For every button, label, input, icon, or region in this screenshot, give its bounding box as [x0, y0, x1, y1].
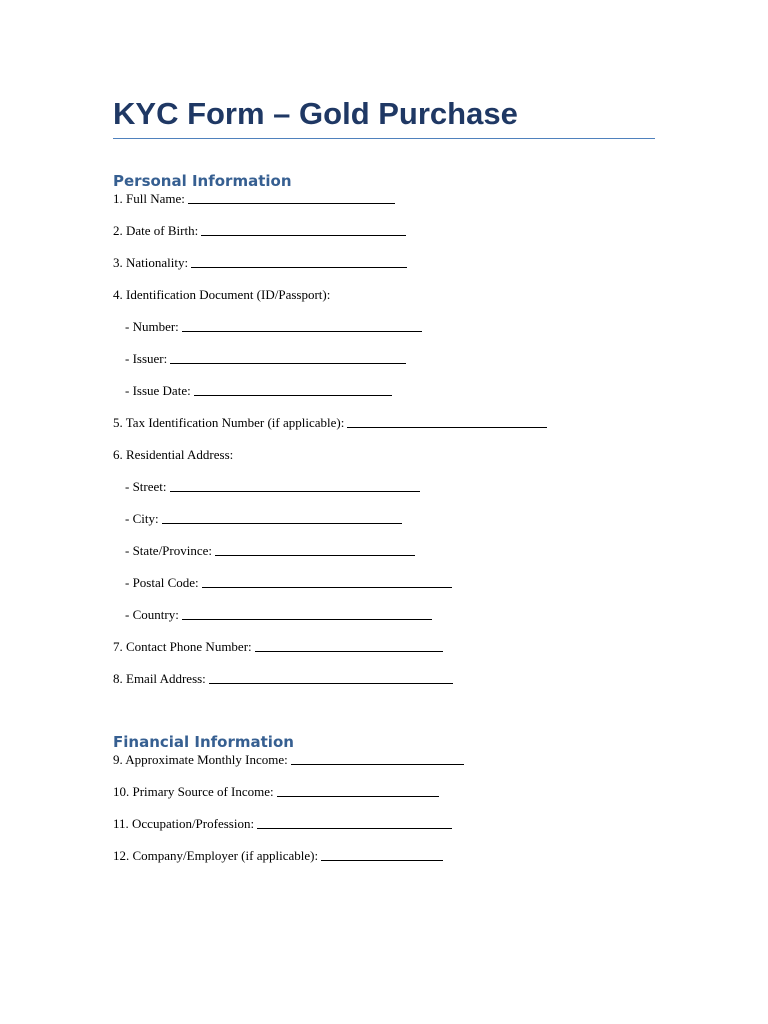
field-occupation — [113, 815, 655, 847]
city-blank[interactable] — [162, 510, 402, 524]
id-number-blank[interactable] — [182, 318, 422, 332]
field-monthly-income — [113, 751, 655, 783]
field-label: - Issue Date: — [125, 383, 191, 398]
section-heading-financial: Financial Information — [113, 733, 294, 751]
field-id-issuer — [113, 350, 655, 382]
employer-blank[interactable] — [321, 847, 443, 861]
personal-information-section — [113, 171, 655, 702]
id-issue-date-blank[interactable] — [194, 382, 392, 396]
date-of-birth-blank[interactable] — [201, 222, 406, 236]
field-employer — [113, 847, 655, 879]
field-label: 8. Email Address: — [113, 671, 206, 686]
field-label: - Number: — [125, 319, 179, 334]
field-label: 5. Tax Identification Number (if applicable): — [113, 415, 345, 430]
field-label: 7. Contact Phone Number: — [113, 639, 252, 654]
contact-phone-blank[interactable] — [255, 638, 443, 652]
field-date-of-birth — [113, 222, 655, 254]
field-label: 6. Residential Address: — [113, 447, 234, 462]
field-label: 1. Full Name: — [113, 191, 185, 206]
postal-code-blank[interactable] — [202, 574, 452, 588]
field-postal-code — [113, 574, 655, 606]
nationality-blank[interactable] — [191, 254, 407, 268]
field-label: 9. Approximate Monthly Income: — [113, 752, 288, 767]
field-label: 10. Primary Source of Income: — [113, 784, 274, 799]
tax-id-blank[interactable] — [347, 414, 547, 428]
field-label: 4. Identification Document (ID/Passport): — [113, 287, 331, 302]
income-source-blank[interactable] — [277, 783, 439, 797]
id-issuer-blank[interactable] — [170, 350, 406, 364]
field-id-issue-date — [113, 382, 655, 414]
state-province-blank[interactable] — [215, 542, 415, 556]
field-email — [113, 670, 655, 702]
field-label: - Issuer: — [125, 351, 168, 366]
country-blank[interactable] — [182, 606, 432, 620]
field-city — [113, 510, 655, 542]
field-label: - Street: — [125, 479, 167, 494]
field-id-document — [113, 286, 655, 318]
field-nationality — [113, 254, 655, 286]
financial-information-section — [113, 732, 655, 879]
field-label: - Postal Code: — [125, 575, 199, 590]
full-name-blank[interactable] — [188, 190, 395, 204]
field-state-province — [113, 542, 655, 574]
field-label: - Country: — [125, 607, 179, 622]
field-label: 2. Date of Birth: — [113, 223, 199, 238]
field-residential-address — [113, 446, 655, 478]
field-contact-phone — [113, 638, 655, 670]
field-label: 11. Occupation/Profession: — [113, 816, 255, 831]
field-label: - State/Province: — [125, 543, 213, 558]
field-label: - City: — [125, 511, 159, 526]
field-street — [113, 478, 655, 510]
section-heading-personal: Personal Information — [113, 172, 292, 190]
occupation-blank[interactable] — [257, 815, 452, 829]
field-income-source — [113, 783, 655, 815]
field-label: 3. Nationality: — [113, 255, 189, 270]
field-tax-id — [113, 414, 655, 446]
field-label: 12. Company/Employer (if applicable): — [113, 848, 319, 863]
monthly-income-blank[interactable] — [291, 751, 464, 765]
street-blank[interactable] — [170, 478, 420, 492]
document-title: KYC Form – Gold Purchase — [113, 96, 518, 131]
field-country — [113, 606, 655, 638]
field-id-number — [113, 318, 655, 350]
field-full-name — [113, 190, 655, 222]
email-blank[interactable] — [209, 670, 453, 684]
title-underline — [113, 138, 655, 139]
